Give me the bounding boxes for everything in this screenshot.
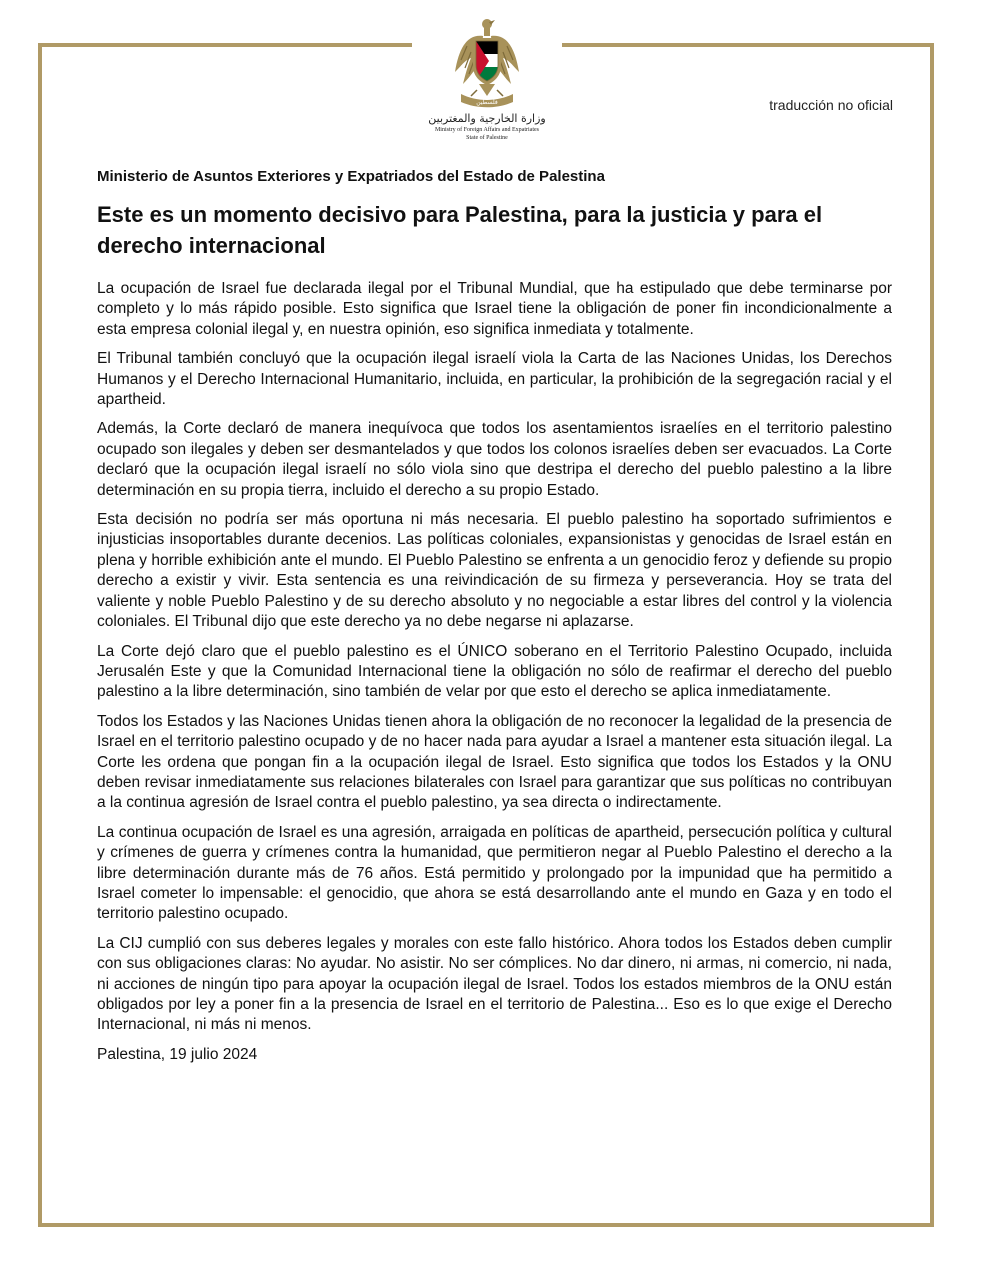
statement-body [97, 279, 892, 1065]
ministry-name: Ministerio de Asuntos Exteriores y Expatriados del Estado de Palestina [97, 168, 605, 185]
eagle-emblem-icon [437, 10, 537, 110]
translation-note: traducción no oficial [769, 97, 893, 113]
page-title: Este es un momento decisivo para Palestina, para la justicia y para el derecho internacional [97, 202, 823, 258]
emblem-arabic-name: وزارة الخارجية والمغتربين [428, 112, 546, 125]
paragraph-2: El Tribunal también concluyó que la ocupación ilegal israelí viola la Carta de las Naciones Unidas, los Derechos Humanos y el Derecho Internacional Humanitario, incluida, en particular, la prohibición de la segregación racial y el apartheid. [97, 350, 892, 409]
ministry-emblem [412, 10, 562, 150]
ministry-arabic-logotype [412, 110, 562, 126]
paragraph-7: La continua ocupación de Israel es una agresión, arraigada en políticas de apartheid, persecución política y cultural y crímenes de guerra y crímenes contra la humanidad, que permitieron negar al Pueblo Palestino el derecho a la libre determinación durante más de 76 años. Está permitido y prolongado por la impunidad que ha permitido a Israel cometer lo impensable: el genocidio, que ahora se está desarrollando ante el mundo en Gaza y en todo el territorio palestino ocupado. [97, 823, 892, 923]
emblem-banner-text: فلسطين [476, 99, 498, 106]
paragraph-4: Esta decisión no podría ser más oportuna ni más necesaria. El pueblo palestino ha soportado sufrimientos e injusticias insoportables durante decenios. Las políticas coloniales, expansionistas y genocidas de Israel están en plena y horrible exhibición ante el mundo. El Pueblo Palestino se enfrenta a un genocidio feroz y defiende su propio derecho a existir y vivir. Esta sentencia es una reivindicación de su firmeza y perseverancia. Hoy se trata del valiente y noble Pueblo Palestino y de su derecho absoluto y no negociable a estar libres del control y la violencia coloniales. El Tribunal dijo que este derecho ya no debe negarse ni aplazarse. [97, 511, 892, 631]
paragraph-5: La Corte dejó claro que el pueblo palestino es el ÚNICO soberano en el Territorio Palestino Ocupado, incluida Jerusalén Este y que la Comunidad Internacional tiene la obligación no sólo de reafirmar el derecho del pueblo palestino a la libre determinación, sino también de velar por que esto el derecho se aplica inmediatamente. [97, 642, 892, 701]
emblem-english-line2: State of Palestine [466, 135, 508, 141]
date-line: Palestina, 19 julio 2024 [97, 1045, 258, 1063]
paragraph-6: Todos los Estados y las Naciones Unidas tienen ahora la obligación de no reconocer la legalidad de la presencia de Israel en el territorio palestino ocupado y de no hacer nada para ayudar a Israel a mantener esta situación ilegal. La Corte les ordena que pongan fin a la ocupación ilegal de Israel. Esto significa que todos los Estados y la ONU deben revisar inmediatamente sus relaciones bilaterales con Israel para garantizar que sus políticas no contribuyan a la continua agresión de Israel contra el pueblo palestino, ya sea directa o indirectamente. [97, 712, 892, 812]
emblem-english-line1: Ministry of Foreign Affairs and Expatriates [434, 127, 540, 133]
paragraph-3: Además, la Corte declaró de manera inequívoca que todos los asentamientos israelíes en el territorio palestino ocupado son ilegales y deben ser desmantelados y que todos los colonos israelíes deben ser evacuados. La Corte declaró que la ocupación ilegal israelí no sólo viola sino que destripa el derecho del pueblo palestino a la libre determinación en su propia tierra, incluido el derecho a su propio Estado. [97, 420, 892, 499]
paragraph-8: La CIJ cumplió con sus deberes legales y morales con este fallo histórico. Ahora todos los Estados deben cumplir con sus obligaciones claras: No ayudar. No asistir. No ser cómplices. No dar dinero, ni armas, ni comercio, ni nada, ni acciones de ningún tipo para apoyar la ocupación ilegal de Israel. Todos los estados miembros de la ONU están obligados por ley a poner fin a la presencia de Israel en el territorio de Palestina... Eso es lo que exige el Derecho Internacional, ni más ni menos. [97, 934, 892, 1034]
paragraph-1: La ocupación de Israel fue declarada ilegal por el Tribunal Mundial, que ha estipulado que debe terminarse por completo y lo más rápido posible. Esto significa que Israel tiene la obligación de poner fin incondicionalmente a esta empresa colonial ilegal y, en nuestra opinión, eso significa inmediata y totalmente. [97, 280, 892, 338]
